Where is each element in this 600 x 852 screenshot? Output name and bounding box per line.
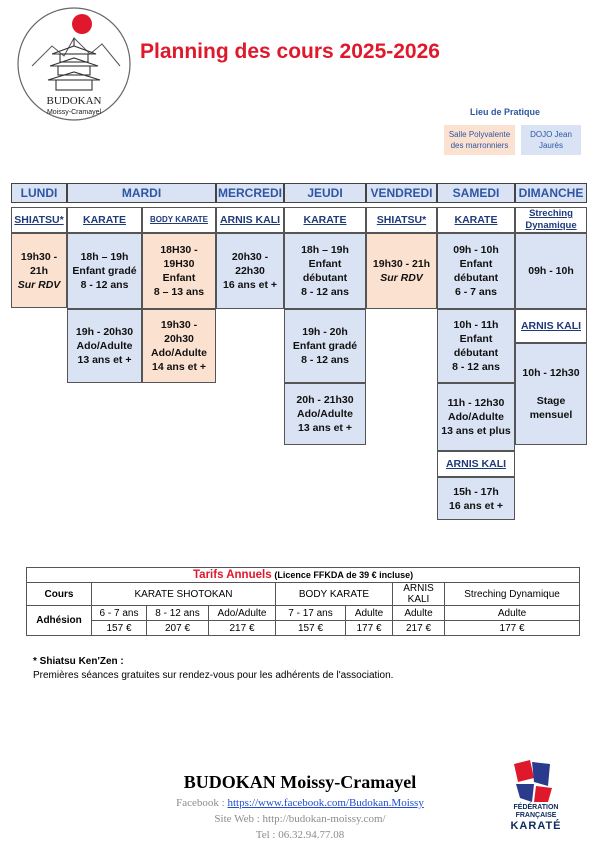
ffk-line-1: FÉDÉRATION [513,804,559,811]
tarifs-adhesion-label: Adhésion [27,606,92,636]
ffk-line-2: FRANÇAISE [515,812,557,819]
tarifs-price: 217 € [209,621,276,636]
tarifs-cours-label: Cours [27,583,92,606]
day-header-samedi: SAMEDI [437,183,515,203]
ffk-line-3: KARATÉ [510,820,562,832]
legend-salle: Salle Polyvalente des marronniers [444,125,515,155]
legend-title: Lieu de Pratique [469,107,540,117]
mardi-karate-slot-2: 19h - 20h30 Ado/Adulte 13 ans et + [67,309,142,383]
tarifs-subtitle: (Licence FFKDA de 39 € incluse) [274,570,414,580]
day-header-lundi: LUNDI [11,183,67,203]
logo-text: BUDOKAN [46,95,102,107]
tarifs-title: Tarifs Annuels [193,569,272,581]
mercredi-slot: 20h30 - 22h30 16 ans et + [216,233,284,309]
tarifs-category: Adulte [445,606,580,621]
page-title: Planning des cours 2025-2026 [140,40,440,63]
dimanche-course-header: Streching Dynamique [515,207,587,233]
mardi-karate-slot-1: 18h – 19h Enfant gradé 8 - 12 ans [67,233,142,309]
budokan-logo [12,6,136,126]
day-header-vendredi: VENDREDI [366,183,437,203]
jeudi-course-header: KARATE [284,207,366,233]
tarifs-category: Adulte [346,606,393,621]
tarifs-price: 157 € [92,621,147,636]
tarifs-category: 6 - 7 ans [92,606,147,621]
samedi-slot-2: 10h - 11h Enfant débutant 8 - 12 ans [437,309,515,383]
tarifs-price: 207 € [147,621,209,636]
samedi-slot-3: 11h - 12h30 Ado/Adulte 13 ans et plus [437,383,515,451]
dimanche-slot-2: 10h - 12h30 Stage mensuel [515,343,587,445]
jeudi-slot-2: 19h - 20h Enfant gradé 8 - 12 ans [284,309,366,383]
mardi-karate-header: KARATE [67,207,142,233]
dimanche-slot-1: 09h - 10h [515,233,587,309]
tarifs-price: 217 € [393,621,445,636]
samedi-slot-1: 09h - 10h Enfant débutant 6 - 7 ans [437,233,515,309]
footer-tel: Tel : 06.32.94.77.08 [255,829,345,841]
samedi-arnis-header: ARNIS KALI [437,451,515,477]
jeudi-slot-3: 20h - 21h30 Ado/Adulte 13 ans et + [284,383,366,445]
tarifs-category: Adulte [393,606,445,621]
facebook-label: Facebook : [176,797,228,809]
vendredi-course-header: SHIATSU* [366,207,437,233]
tarifs-title-row [27,568,580,583]
mardi-body-slot-2: 19h30 - 20h30 Ado/Adulte 14 ans et + [142,309,216,383]
tarifs-price: 177 € [445,621,580,636]
ffk-text [498,804,574,832]
jeudi-slot-1: 18h – 19h Enfant débutant 8 - 12 ans [284,233,366,309]
shiatsu-note-title: * Shiatsu Ken'Zen : [33,656,124,667]
tarifs-group-karate: KARATE SHOTOKAN [92,583,276,606]
shiatsu-note-text: Premières séances gratuites sur rendez-vous pour les adhérents de l'association. [33,670,394,681]
mardi-body-header: BODY KARATE [142,207,216,233]
tarifs-category: 8 - 12 ans [147,606,209,621]
footer-title: BUDOKAN Moissy-Cramayel [183,772,417,792]
tarifs-group-arnis: ARNIS KALI [393,583,445,606]
tarifs-group-body: BODY KARATE [276,583,393,606]
tarifs-price: 177 € [346,621,393,636]
dimanche-arnis-header: ARNIS KALI [515,309,587,343]
tarifs-group-streching: Streching Dynamique [445,583,580,606]
tarifs-price: 157 € [276,621,346,636]
footer-site[interactable]: Site Web : http://budokan-moissy.com/ [214,813,386,825]
vendredi-slot: 19h30 - 21h Sur RDV [366,233,437,309]
samedi-course-header: KARATE [437,207,515,233]
logo-subtext: Moissy-Cramayel [46,109,102,116]
legend-dojo: DOJO Jean Jaurès [521,125,581,155]
lundi-course-header: SHIATSU* [11,207,67,233]
tarifs-category: 7 - 17 ans [276,606,346,621]
facebook-link[interactable]: https://www.facebook.com/Budokan.Moissy [227,797,424,809]
day-header-mercredi: MERCREDI [216,183,284,203]
footer-facebook [100,797,500,809]
mercredi-course-header: ARNIS KALI [216,207,284,233]
tarifs-table [26,567,580,636]
day-header-jeudi: JEUDI [284,183,366,203]
mardi-body-slot-1: 18H30 - 19H30 Enfant 8 – 13 ans [142,233,216,309]
day-header-mardi: MARDI [67,183,216,203]
tarifs-category: Ado/Adulte [209,606,276,621]
lundi-slot: 19h30 - 21h Sur RDV [11,233,67,308]
day-header-dimanche: DIMANCHE [515,183,587,203]
samedi-slot-4: 15h - 17h 16 ans et + [437,477,515,520]
